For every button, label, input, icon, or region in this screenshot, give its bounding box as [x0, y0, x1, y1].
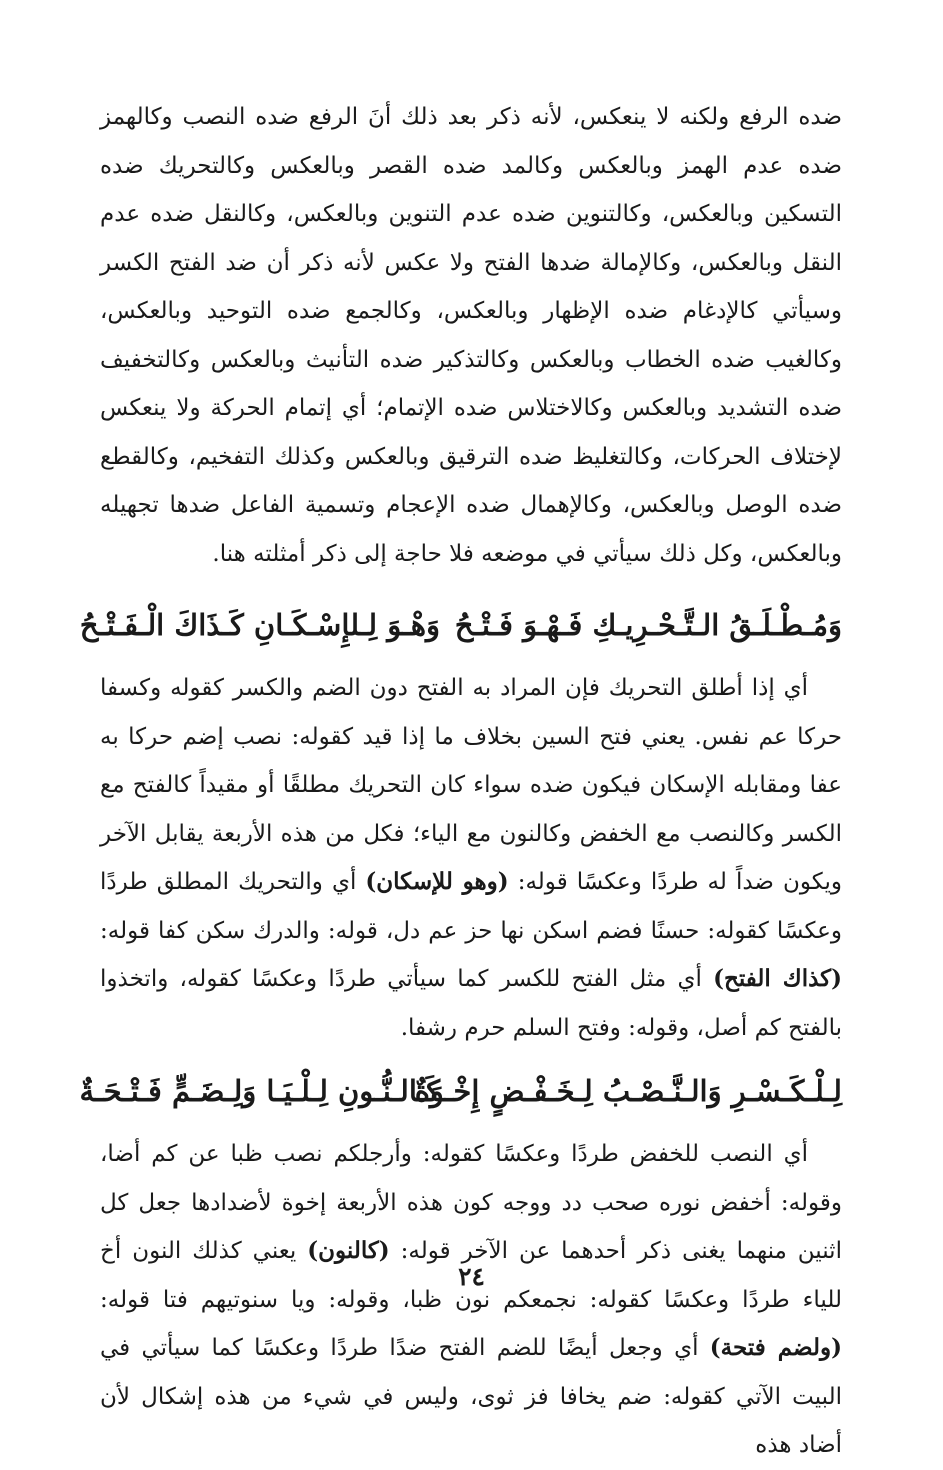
verse-1-first-hemistich: وَمُـطْـلَـقُ الـتَّـحْـرِيـكِ فَـهْـوَ فَـتْـحُ: [454, 608, 842, 642]
quoted-phrase-wa-lidamm-fathah: (ولضم فتحة): [709, 1334, 842, 1361]
quoted-phrase-kal-nun: (كالنون): [307, 1237, 390, 1264]
commentary-1-text-c: أي مثل الفتح للكسر كما سيأتي طردًا وعكسًا كقوله، واتخذوا بالفتح كم أصل، وقوله: وفتح السلم حرم رشفا.: [100, 966, 842, 1041]
verse-2-first-hemistich: لِـلْـكَـسْـرِ وَالـنَّـصْـبُ لِـخَـفْـضٍ إِخْـوَةٌ: [414, 1074, 842, 1108]
commentary-1-text-a: أي إذا أطلق التحريك فإن المراد به الفتح دون الضم والكسر كقوله وكسفا حركا عم نفس. يعني فتح السين بخلاف ما إذا قيد كقوله: نصب إضم حركا به عفا ومقابله الإسكان فيكون ضده سواء كان التحريك مطلقًا أو مقيداً كالفتح مع الكسر وكالنصب مع الخفض وكالنون مع الياء؛ فكل من هذه الأربعة يقابل الآخر ويكون ضداً له طردًا وعكسًا قوله:: [100, 675, 842, 895]
verse-1-second-hemistich: وَهْـوَ لِـلإِسْـكَـانِ كَـذَاكَ الْـفَـتْـحُ: [79, 608, 440, 642]
commentary-1-text-b: أي والتحريك المطلق طردًا وعكسًا كقوله: حسنًا فضم اسكن نها حز عم دل، قوله: والدرك سكن كفا قوله:: [100, 869, 842, 944]
intro-text: ضده الرفع ولكنه لا ينعكس، لأنه ذكر بعد ذلك أنَ الرفع ضده النصب وكالهمز ضده عدم الهمز وبالعكس وكالمد ضده القصر وبالعكس وكالتحريك ضده التسكين وبالعكس، وكالتنوين ضده عدم التنوين وبالعكس، وكالنقل ضده عدم النقل وبالعكس، وكالإمالة ضدها الفتح ولا عكس لأنه ذكر أن ضد الفتح الكسر وسيأتي كالإدغام ضده الإظهار وبالعكس، وكالجمع ضده التوحيد وبالعكس، وكالغيب ضده الخطاب وبالعكس وكالتذكير ضده التأنيث وبالعكس وكالتخفيف ضده التشديد وبالعكس وكالاختلاس ضده الإتمام؛ أي إتمام الحركة ولا ينعكس لإختلاف الحركات، وكالتغليظ ضده الترقيق وبالعكس وكذلك التفخيم، وكالقطع ضده الوصل وبالعكس، وكالإهمال ضده الإعجام وتسمية الفاعل ضدها تجهيله وبالعكس، وكل ذلك سيأتي في موضعه فلا حاجة إلى ذكر أمثلته هنا.: [100, 104, 842, 567]
intro-paragraph: [100, 93, 842, 578]
commentary-paragraph-2: [100, 1130, 842, 1470]
commentary-2-text-b: يعني كذلك النون أخ للياء طردًا وعكسًا كقوله: نجمعكم نون ظبا، وقوله: ويا سنوتيهم فتا قوله:: [100, 1238, 842, 1313]
verse-line-2: [79, 1066, 842, 1116]
commentary-2-text-a: أي النصب للخفض طردًا وعكسًا كقوله: وأرجلكم نصب ظبا عن كم أضا، وقوله: أخفض نوره صحب دد ووجه كون هذه الأربعة إخوة لأضدادها جعل كل اثنين منهما يغنى ذكر أحدهما عن الآخر قوله:: [100, 1141, 842, 1264]
quoted-phrase-kadhaka-al-fath: (كذاك الفتح): [713, 965, 842, 992]
verse-line-1: [79, 600, 842, 650]
commentary-2-text-c: أي وجعل أيضًا للضم الفتح ضدًا طردًا وعكسًا كما سيأتي في البيت الآتي كقوله: ضم يخافا فز ثوى، وليس في شيء من هذه إشكال لأن أضاد هذه: [100, 1335, 842, 1458]
commentary-paragraph-1: [100, 664, 842, 1052]
page-number: ٢٤: [458, 1262, 485, 1291]
quoted-phrase-wahwa-lil-iskan: (وهو للإسكان): [365, 868, 509, 895]
verse-2-second-hemistich: كَـالـنُّـونِ لِـلْـيَـا وَلِـضَـمٍّ فَـتْـحَـةٌ: [79, 1074, 440, 1108]
